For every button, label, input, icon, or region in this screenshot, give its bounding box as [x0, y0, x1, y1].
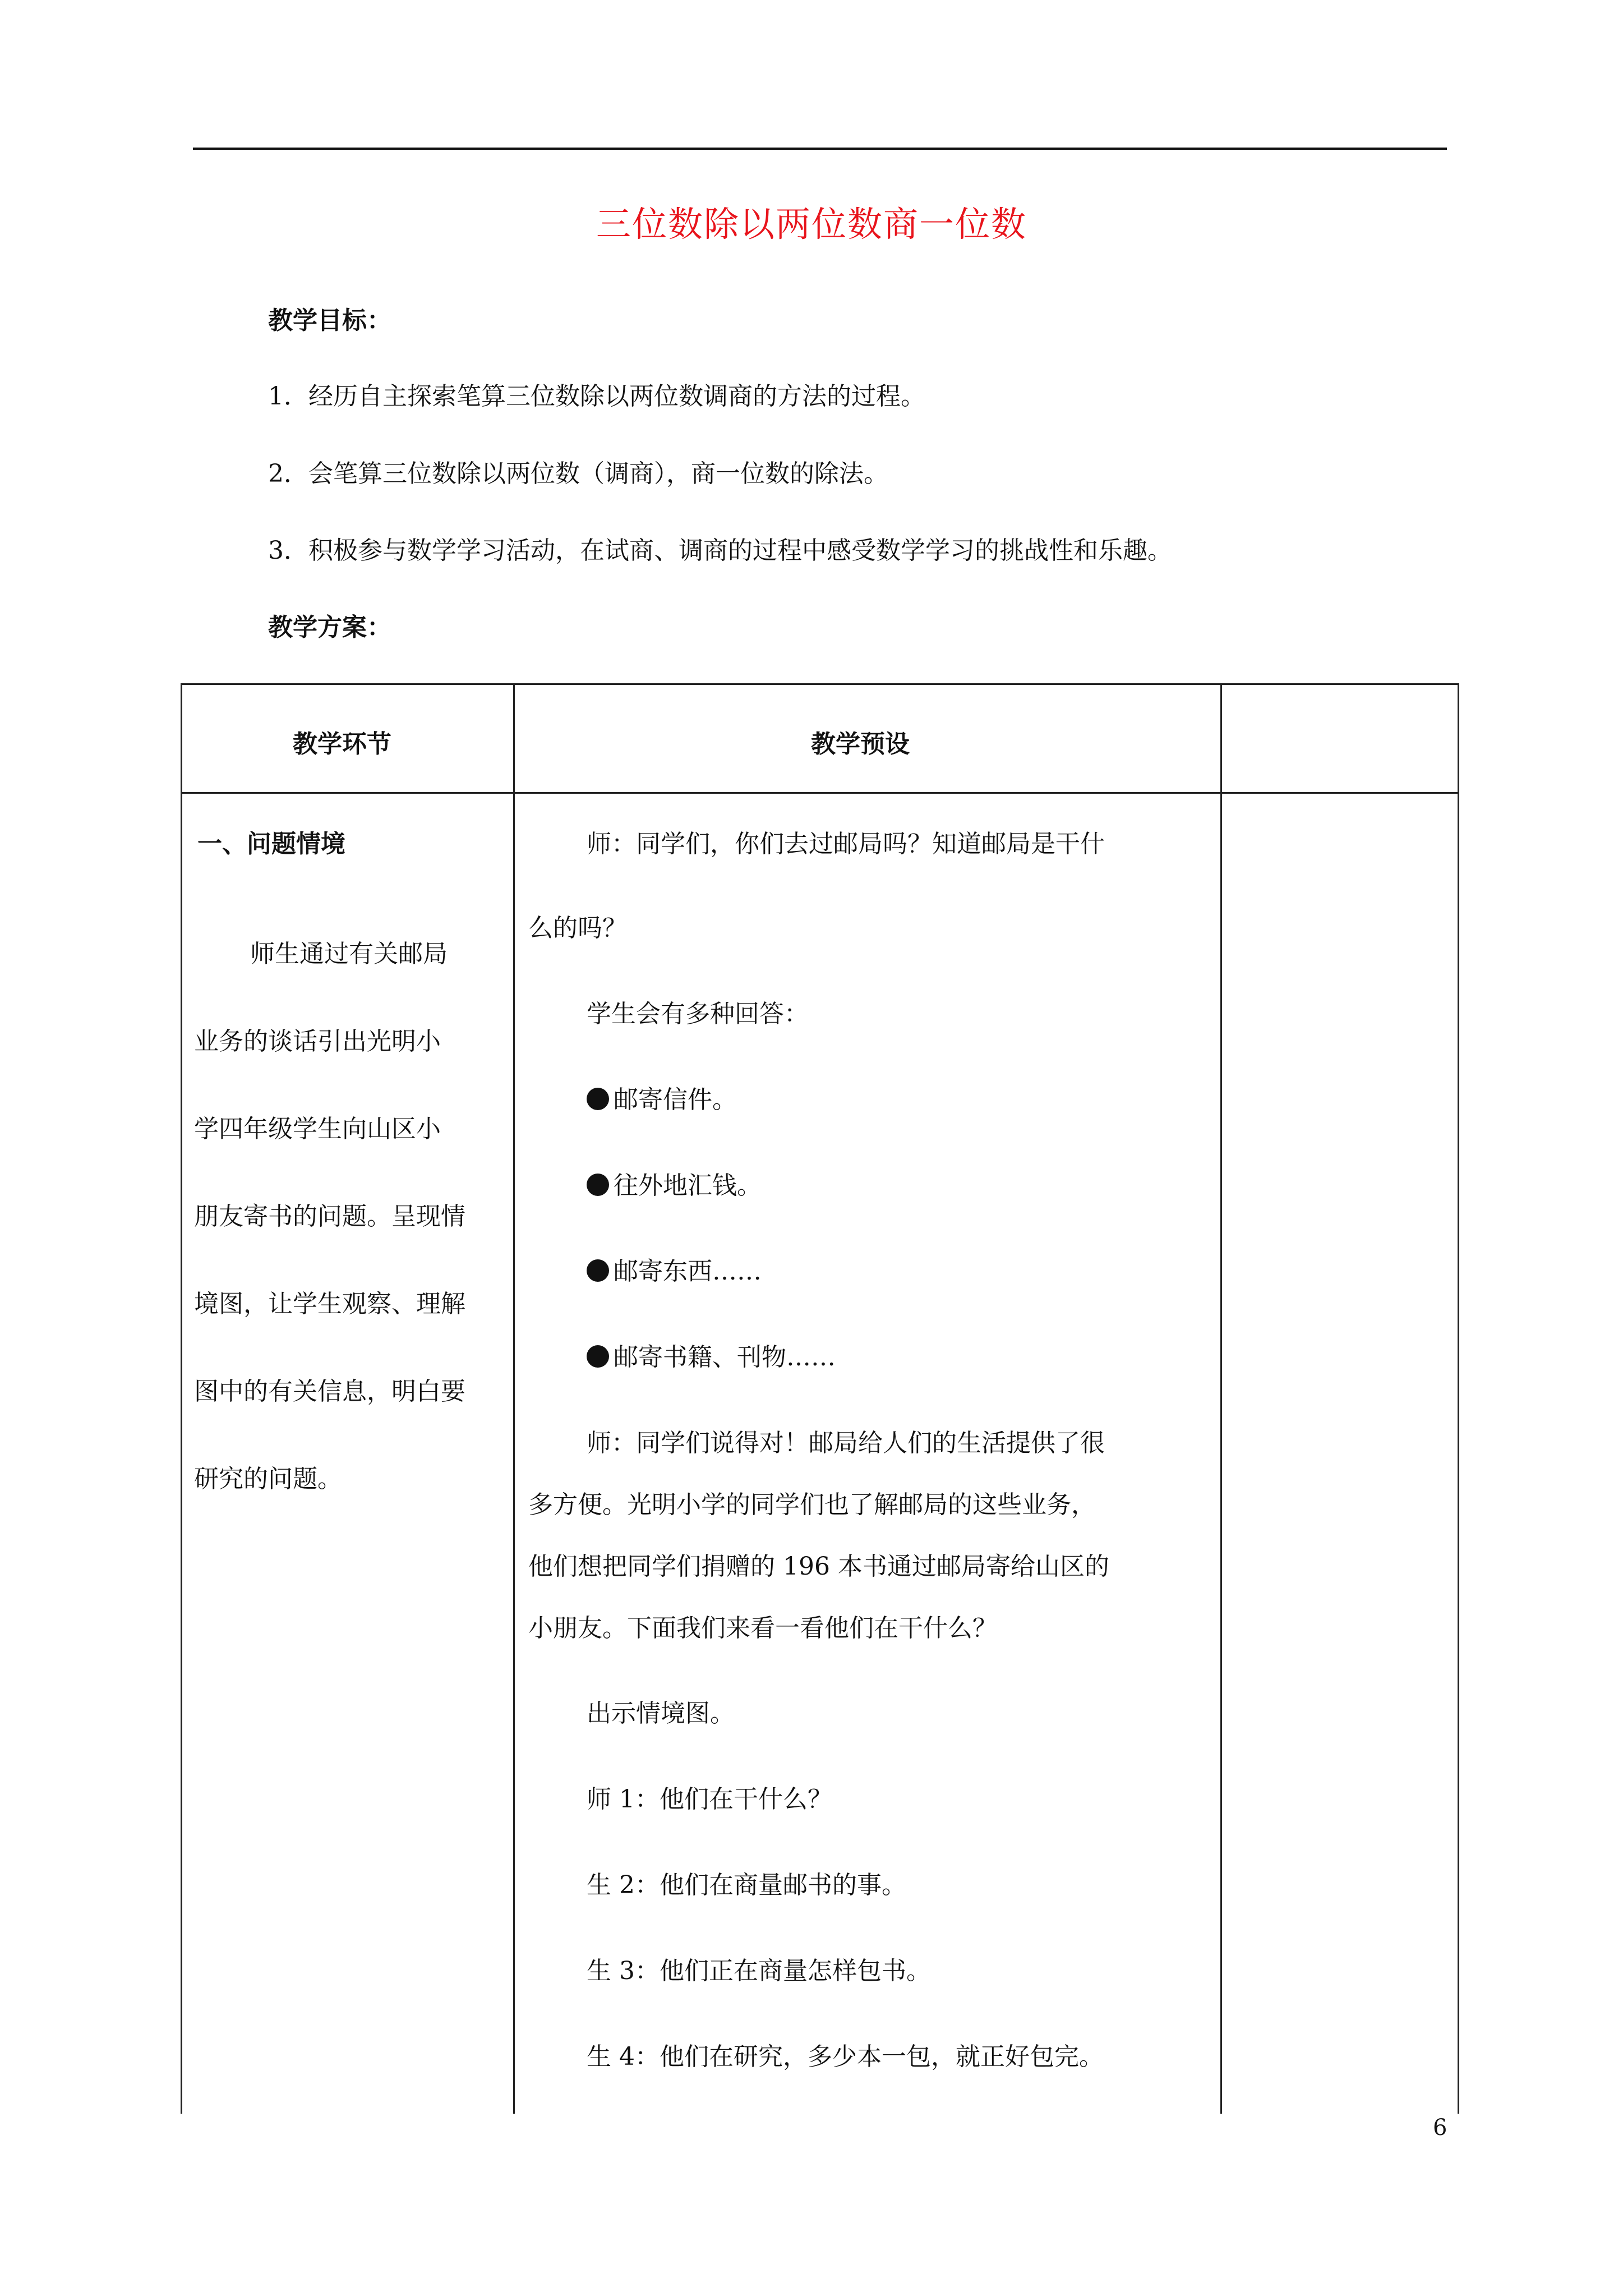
description-line-4: 朋友寄书的问题。呈现情	[194, 1202, 465, 1231]
goal-item-1: 1．经历自主探索笔算三位数除以两位数调商的方法的过程。	[268, 382, 925, 411]
goal-item-3: 3．积极参与数学学习活动，在试商、调商的过程中感受数学学习的挑战性和乐趣。	[268, 536, 1172, 565]
description-line-2: 业务的谈话引出光明小	[194, 1027, 441, 1056]
content-line-9: 多方便。光明小学的同学们也了解邮局的这些业务，	[528, 1490, 1096, 1519]
content-line-13: 师 1：他们在干什么？	[587, 1785, 832, 1814]
content-line-11: 小朋友。下面我们来看一看他们在干什么？	[528, 1614, 997, 1642]
plan-heading: 教学方案：	[268, 613, 391, 642]
content-line-1: 师：同学们，你们去过邮局吗？知道邮局是干什	[587, 830, 1105, 858]
description-line-1: 师生通过有关邮局	[250, 940, 448, 968]
description-line-7: 研究的问题。	[194, 1465, 342, 1493]
header-teaching-stage: 教学环节	[293, 730, 391, 758]
content-text-4: 邮寄信件。	[614, 1085, 737, 1114]
goal-item-2: 2．会笔算三位数除以两位数（调商），商一位数的除法。	[268, 459, 888, 488]
table-border-left	[181, 683, 182, 2114]
table-border-right	[1458, 683, 1459, 2114]
content-line-15: 生 3：他们正在商量怎样包书。	[587, 1957, 931, 1985]
section-title: 一、问题情境	[197, 830, 345, 858]
content-line-12: 出示情境图。	[587, 1699, 735, 1728]
document-title: 三位数除以两位数商一位数	[596, 204, 1027, 245]
content-line-5	[587, 1165, 762, 1201]
description-line-3: 学四年级学生向山区小	[194, 1115, 441, 1143]
table-border-top	[181, 683, 1459, 685]
content-line-14: 生 2：他们在商量邮书的事。	[587, 1871, 906, 1899]
section-description	[194, 910, 500, 1523]
header-rule	[193, 148, 1447, 150]
content-line-10: 他们想把同学们捐赠的 196 本书通过邮局寄给山区的	[528, 1552, 1109, 1581]
header-teaching-preset: 教学预设	[811, 730, 910, 758]
content-text-5: 往外地汇钱。	[614, 1171, 762, 1200]
content-line-2: 么的吗？	[528, 914, 627, 942]
content-line-4	[587, 1079, 737, 1115]
teaching-plan-table	[181, 683, 1459, 2114]
content-line-6	[587, 1251, 762, 1287]
table-border-col2	[1220, 683, 1222, 2114]
description-line-5: 境图，让学生观察、理解	[194, 1290, 465, 1318]
content-line-8: 师：同学们说得对！邮局给人们的生活提供了很	[587, 1429, 1105, 1457]
bullet-icon	[587, 1088, 609, 1110]
table-border-col1	[513, 683, 515, 2114]
page-number: 6	[1433, 2115, 1447, 2141]
content-text-6: 邮寄东西……	[614, 1257, 762, 1286]
bullet-icon	[587, 1345, 609, 1368]
content-line-3: 学生会有多种回答：	[587, 1000, 809, 1028]
bullet-icon	[587, 1174, 609, 1196]
content-line-16: 生 4：他们在研究，多少本一包，就正好包完。	[587, 2042, 1104, 2071]
content-text-7: 邮寄书籍、刊物……	[614, 1343, 836, 1372]
goals-heading: 教学目标：	[268, 306, 391, 335]
table-border-header-bottom	[181, 792, 1459, 794]
description-line-6: 图中的有关信息，明白要	[194, 1377, 465, 1406]
content-line-7	[587, 1337, 836, 1373]
bullet-icon	[587, 1259, 609, 1282]
